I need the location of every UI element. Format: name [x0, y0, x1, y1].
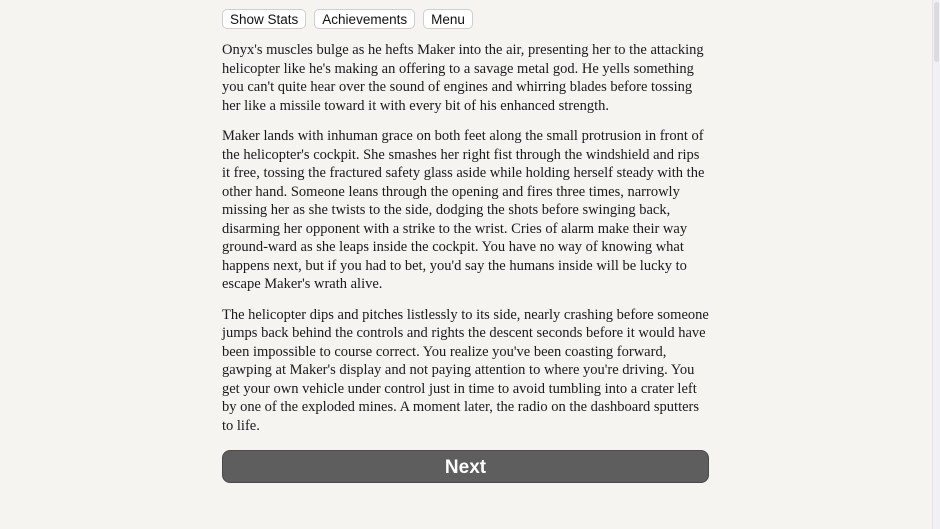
story-paragraph: Onyx's muscles bulge as he hefts Maker into the air, presenting her to the attacking helicopter like he's making an offering to a savage metal god. He yells something you can't quite hear over the sound of engines and whirring blades before tossing her like a missile toward it with every bit of his enhanced strength. — [222, 42, 704, 114]
scrollbar-thumb[interactable] — [934, 2, 939, 62]
toolbar — [222, 9, 709, 29]
story-container — [222, 9, 709, 483]
story-text — [222, 41, 709, 435]
show-stats-button[interactable]: Show Stats — [222, 9, 306, 29]
next-button[interactable]: Next — [222, 450, 709, 483]
menu-button[interactable]: Menu — [423, 9, 473, 29]
story-paragraph: The helicopter dips and pitches listlessly to its side, nearly crashing before someone jumps back behind the controls and rights the descent seconds before it would have been impossible to course correct. You realize you've been coasting forward, gawping at Maker's display and not paying attention to where you're driving. You get your own vehicle under control just in time to avoid tumbling into a crater left by one of the exploded mines. A moment later, the radio on the dashboard sputters to life. — [222, 306, 709, 434]
scrollbar[interactable] — [932, 0, 940, 529]
achievements-button[interactable]: Achievements — [314, 9, 415, 29]
story-paragraph: Maker lands with inhuman grace on both feet along the small protrusion in front of the helicopter's cockpit. She smashes her right fist through the windshield and rips it free, tossing the fractured safety glass aside while holding herself steady with the other hand. Someone leans through the opening and fires three times, narrowly missing her as she twists to the side, dodging the shots before swinging back, disarming her opponent with a strike to the wrist. Cries of alarm make their way ground-ward as she leaps inside the cockpit. You have no way of knowing what happens next, but if you had to bet, you'd say the humans inside will be lucky to escape Maker's wrath alive. — [222, 128, 705, 292]
